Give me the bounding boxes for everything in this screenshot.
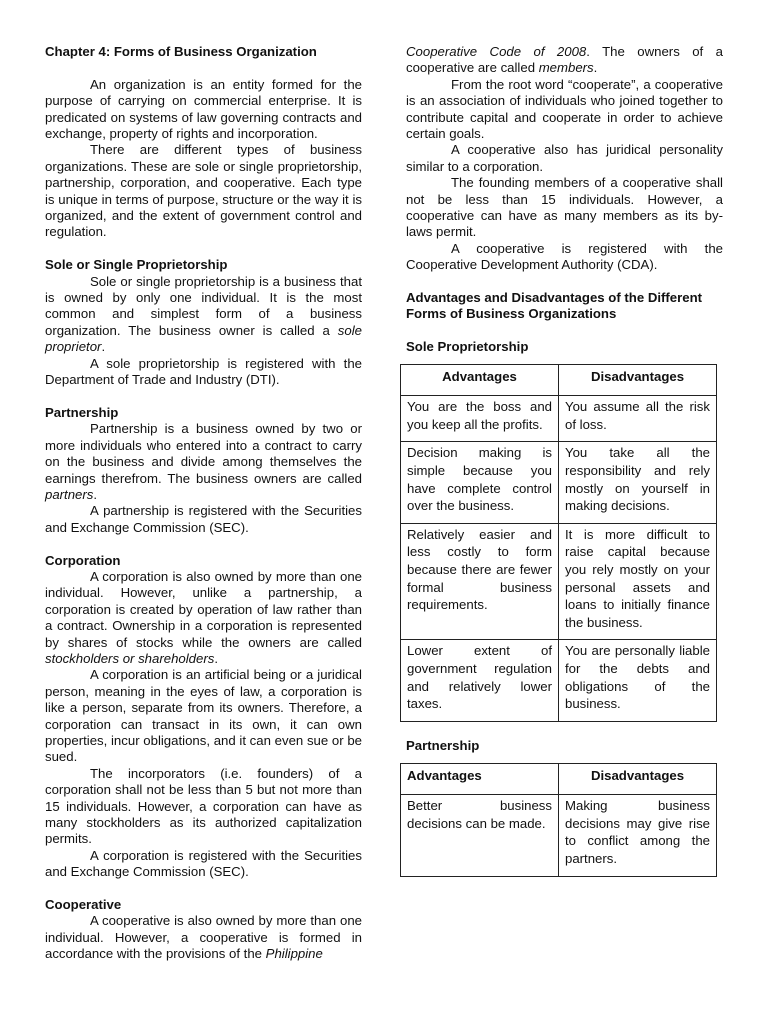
disadvantages-column-header: Disadvantages: [559, 364, 717, 396]
table-row: [401, 640, 717, 721]
cooperative-heading: Cooperative: [45, 897, 122, 913]
table-row: [401, 795, 717, 876]
intro-paragraph-1: An organization is an entity formed for the purpose of carrying on commercial enterprise. It is predicated on systems of law governing contracts and exchange, property of rights and incorporation.: [45, 76, 362, 142]
partnership-table-title: Partnership: [406, 738, 480, 754]
sole-proprietorship-table: [400, 364, 717, 722]
cooperative-paragraph-5: A cooperative is registered with the Cooperative Development Authority (CDA).: [406, 240, 723, 273]
sole-paragraph-1: Sole or single proprietorship is a business that is owned by only one individual. It is the most common and simplest form of a business organization. The business owner is called a sole proprietor.: [45, 273, 362, 355]
table-row: [401, 523, 717, 640]
partnership-paragraph-2: A partnership is registered with the Securities and Exchange Commission (SEC).: [45, 503, 362, 535]
advantages-heading: Advantages and Disadvantages of the Different Forms of Business Organizations: [406, 290, 703, 322]
corporation-heading: Corporation: [45, 552, 121, 568]
disadvantage-cell: You assume all the risk of loss.: [559, 396, 717, 442]
table-row: [401, 396, 717, 442]
advantage-cell: Relatively easier and less costly to form because there are fewer formal business requirements.: [401, 523, 559, 640]
corporation-paragraph-2: A corporation is an artificial being or a juridical person, meaning in the eyes of law, a corporation is like a person, separate from its owners. Therefore, a corporation can transact in its own, it can own properties, incur obligations, and it can even sue or be sued.: [45, 667, 362, 765]
disadvantage-cell: You are personally liable for the debts and obligations of the business.: [559, 640, 717, 721]
cooperative-paragraph-2: From the root word “cooperate”, a cooperative is an association of individuals who joined together to contribute capital and cooperate in order to achieve certain goals.: [406, 76, 723, 142]
disadvantage-cell: Making business decisions may give rise to conflict among the partners.: [559, 795, 717, 876]
partnership-table: [400, 763, 717, 877]
advantage-cell: You are the boss and you keep all the profits.: [401, 396, 559, 442]
cooperative-paragraph-1-continued: Cooperative Code of 2008. The owners of a cooperative are called members.: [406, 44, 723, 76]
advantages-column-header: Advantages: [401, 763, 559, 795]
sole-table-title: Sole Proprietorship: [406, 339, 529, 355]
disadvantage-cell: It is more difficult to raise capital because you rely mostly on your personal assets and loans to initially finance the business.: [559, 523, 717, 640]
disadvantage-cell: You take all the responsibility and rely mostly on yourself in making decisions.: [559, 442, 717, 523]
disadvantages-column-header: Disadvantages: [559, 763, 717, 795]
partnership-paragraph-1: Partnership is a business owned by two or more individuals who entered into a contract to carry on the business and divide among themselves the earnings therefrom. The business owners are called partners.: [45, 421, 362, 502]
corporation-paragraph-3: The incorporators (i.e. founders) of a corporation shall not be less than 5 but not more than 15 individuals. However, a corporation can have as many stockholders as its authorized capitalization permits.: [45, 765, 362, 847]
table-header-row: [401, 763, 717, 795]
advantage-cell: Better business decisions can be made.: [401, 795, 559, 876]
cooperative-paragraph-4: The founding members of a cooperative shall not be less than 15 individuals. However, a cooperative can have as many members as its by-laws permit.: [406, 175, 723, 240]
advantages-column-header: Advantages: [401, 364, 559, 396]
intro-paragraph-2: There are different types of business organizations. These are sole or single proprietorship, partnership, corporation, and cooperative. Each type is unique in terms of purpose, structure or the way it is organized, and the extent of government control and regulation.: [45, 142, 362, 240]
partnership-heading: Partnership: [45, 404, 119, 420]
cooperative-paragraph-3: A cooperative also has juridical personality similar to a corporation.: [406, 142, 723, 174]
table-header-row: [401, 364, 717, 396]
cooperative-paragraph-1: A cooperative is also owned by more than one individual. However, a cooperative is formed in accordance with the provisions of the Philippine: [45, 913, 362, 962]
advantage-cell: Lower extent of government regulation and relatively lower taxes.: [401, 640, 559, 721]
right-column: [406, 44, 723, 877]
table-row: [401, 442, 717, 523]
sole-proprietorship-heading: Sole or Single Proprietorship: [45, 257, 228, 273]
advantage-cell: Decision making is simple because you have complete control over the business.: [401, 442, 559, 523]
chapter-title: Chapter 4: Forms of Business Organization: [45, 44, 317, 59]
corporation-paragraph-4: A corporation is registered with the Securities and Exchange Commission (SEC).: [45, 847, 362, 880]
left-column: [45, 44, 362, 963]
corporation-paragraph-1: A corporation is also owned by more than one individual. However, unlike a partnership, a corporation is created by operation of law rather than a contract. Ownership in a corporation is represented by shares of stocks while the owners are called stockholders or shareholders.: [45, 568, 362, 666]
sole-paragraph-2: A sole proprietorship is registered with the Department of Trade and Industry (DTI).: [45, 355, 362, 388]
